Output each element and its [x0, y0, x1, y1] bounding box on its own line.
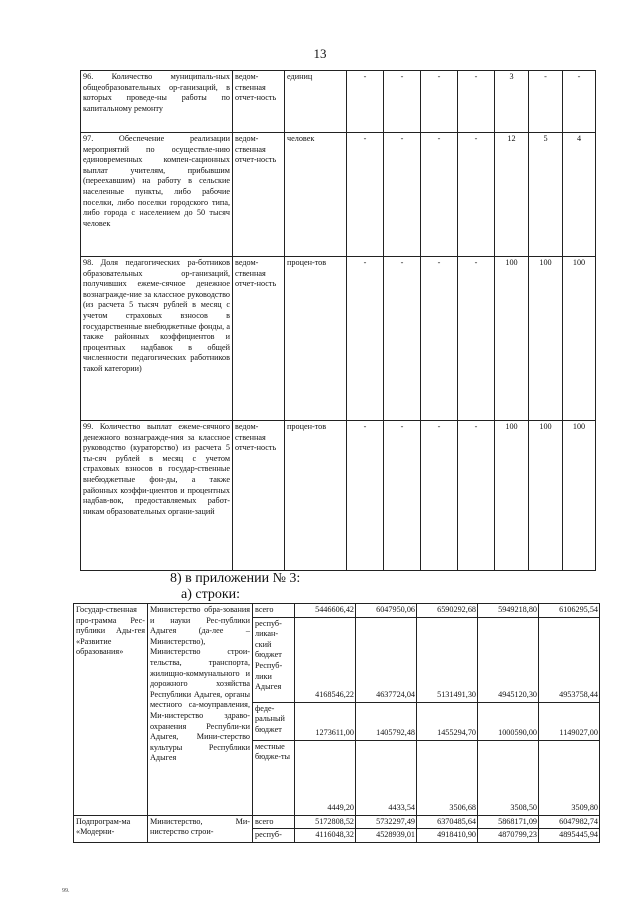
indicator-value: - — [563, 71, 596, 133]
indicator-name: 98. Доля педагогических ра-ботников образовательных ор-ганизаций, получивших ежеме-сячное денежное вознагражде-ние за классное руководство (из расчета 5 тысяч рублей в месяц с учетом страховых взносов в государственные внебюджетные фонды, а также районных коэффициентов и процентных надбавок в общей численности педагогических работников такой категории) — [81, 257, 233, 421]
indicator-row — [81, 421, 596, 571]
indicators-table — [80, 70, 596, 571]
indicator-value: - — [458, 257, 495, 421]
indicator-value: 100 — [495, 257, 529, 421]
value-cell: 5131491,30 — [417, 617, 478, 702]
source-label: респуб-ликан-ский бюджет Респуб-лики Адыгея — [253, 617, 295, 702]
indicator-value: - — [384, 71, 421, 133]
program-executors: Министерство обра-зования и науки Рес-публики Адыгея (да-лее – Министерство), Министерство строи-тельства, транспорта, жилищно-коммунального и дорожного хозяйства Республики Адыгея, органы местного са-моуправления, Ми-нистерство здраво-охранения Республи-ки Адыгея, Мини-стерство культуры Республики Адыгея — [148, 604, 253, 816]
indicator-source: ведом-ственная отчет-ность — [233, 133, 285, 257]
indicator-unit: человек — [285, 133, 347, 257]
value-cell: 5949218,80 — [478, 604, 539, 618]
value-cell: 1455294,70 — [417, 702, 478, 740]
value-cell: 5446606,42 — [295, 604, 356, 618]
indicator-value: - — [347, 421, 384, 571]
value-cell: 4433,54 — [356, 740, 417, 815]
value-cell: 4870799,23 — [478, 829, 539, 843]
value-cell: 5172808,52 — [295, 815, 356, 829]
indicator-unit: процен-тов — [285, 421, 347, 571]
indicator-source: ведом-ственная отчет-ность — [233, 71, 285, 133]
value-cell: 6047950,06 — [356, 604, 417, 618]
value-cell: 3509,80 — [539, 740, 600, 815]
indicator-value: - — [458, 133, 495, 257]
indicator-unit: процен-тов — [285, 257, 347, 421]
value-cell: 4116048,32 — [295, 829, 356, 843]
value-cell: 1405792,48 — [356, 702, 417, 740]
funding-table — [73, 603, 600, 843]
value-cell: 4895445,94 — [539, 829, 600, 843]
indicator-value: 100 — [529, 257, 563, 421]
indicator-value: - — [347, 71, 384, 133]
value-cell: 6047982,74 — [539, 815, 600, 829]
appendix-heading: 8) в приложении № 3: — [170, 571, 301, 586]
indicator-source: ведом-ственная отчет-ность — [233, 257, 285, 421]
indicator-value: 100 — [495, 421, 529, 571]
value-cell: 1000590,00 — [478, 702, 539, 740]
value-cell: 1149027,00 — [539, 702, 600, 740]
value-cell: 5732297,49 — [356, 815, 417, 829]
indicator-row — [81, 257, 596, 421]
indicator-value: 100 — [563, 257, 596, 421]
value-cell: 4168546,22 — [295, 617, 356, 702]
value-cell: 3508,50 — [478, 740, 539, 815]
value-cell: 6590292,68 — [417, 604, 478, 618]
margin-mark: 99. — [62, 888, 70, 894]
page-number: 13 — [313, 46, 327, 61]
value-cell: 4953758,44 — [539, 617, 600, 702]
indicator-value: - — [347, 133, 384, 257]
indicator-name: 96. Количество муниципаль-ных общеобразовательных ор-ганизаций, в которых проведе-ны работы по капитальному ремонту — [81, 71, 233, 133]
value-cell: 4945120,30 — [478, 617, 539, 702]
indicator-unit: единиц — [285, 71, 347, 133]
indicator-row — [81, 71, 596, 133]
indicator-value: 100 — [563, 421, 596, 571]
value-cell: 6106295,54 — [539, 604, 600, 618]
indicator-value: 5 — [529, 133, 563, 257]
indicator-value: - — [421, 71, 458, 133]
indicator-row — [81, 133, 596, 257]
source-label: всего — [253, 604, 295, 618]
indicator-value: - — [421, 257, 458, 421]
source-label: респуб- — [253, 829, 295, 843]
subprogram-executors: Министерство, Ми-нистерство строи- — [148, 815, 253, 842]
value-cell: 4918410,90 — [417, 829, 478, 843]
indicator-value: - — [458, 421, 495, 571]
value-cell: 4449,20 — [295, 740, 356, 815]
indicator-value: 3 — [495, 71, 529, 133]
indicator-value: 12 — [495, 133, 529, 257]
value-cell: 3506,68 — [417, 740, 478, 815]
indicator-value: - — [421, 421, 458, 571]
indicator-name: 99. Количество выплат ежеме-сячного денежного вознагражде-ния за классное руководство (кураторство) из расчета 5 ты-сяч рублей в месяц с учетом страховых взносов в государ-ственные внебюджетные фон-ды, а также районных коэффи-циентов и процентных надбав-вок, предоставляемых работ-никам образовательных органи-заций — [81, 421, 233, 571]
source-label: местные бюдже-ты — [253, 740, 295, 815]
indicator-value: - — [384, 257, 421, 421]
indicator-value: - — [421, 133, 458, 257]
rows-heading: а) строки: — [181, 587, 241, 602]
indicator-value: 100 — [529, 421, 563, 571]
value-cell: 4637724,04 — [356, 617, 417, 702]
value-cell: 5868171,09 — [478, 815, 539, 829]
value-cell: 6370485,64 — [417, 815, 478, 829]
indicator-source: ведом-ственная отчет-ность — [233, 421, 285, 571]
value-cell: 1273611,00 — [295, 702, 356, 740]
indicator-value: - — [384, 133, 421, 257]
program-name: Государ-ственная про-грамма Рес-публики Ады-гея «Развитие образования» — [74, 604, 148, 816]
indicator-value: - — [529, 71, 563, 133]
indicator-value: - — [384, 421, 421, 571]
indicator-value: - — [347, 257, 384, 421]
subprogram-name: Подпрограм-ма «Модерни- — [74, 815, 148, 842]
indicator-value: - — [458, 71, 495, 133]
indicator-name: 97. Обеспечение реализации мероприятий по осуществле-нию единовременных компен-сационных выплат учителям, прибывшим (переехавшим) на работу в сельские населенные пункты, либо рабочие поселки, либо поселки городского типа, либо города с населением до 50 тысяч человек — [81, 133, 233, 257]
value-cell: 4528939,01 — [356, 829, 417, 843]
source-label: всего — [253, 815, 295, 829]
source-label: феде-ральный бюджет — [253, 702, 295, 740]
indicator-value: 4 — [563, 133, 596, 257]
